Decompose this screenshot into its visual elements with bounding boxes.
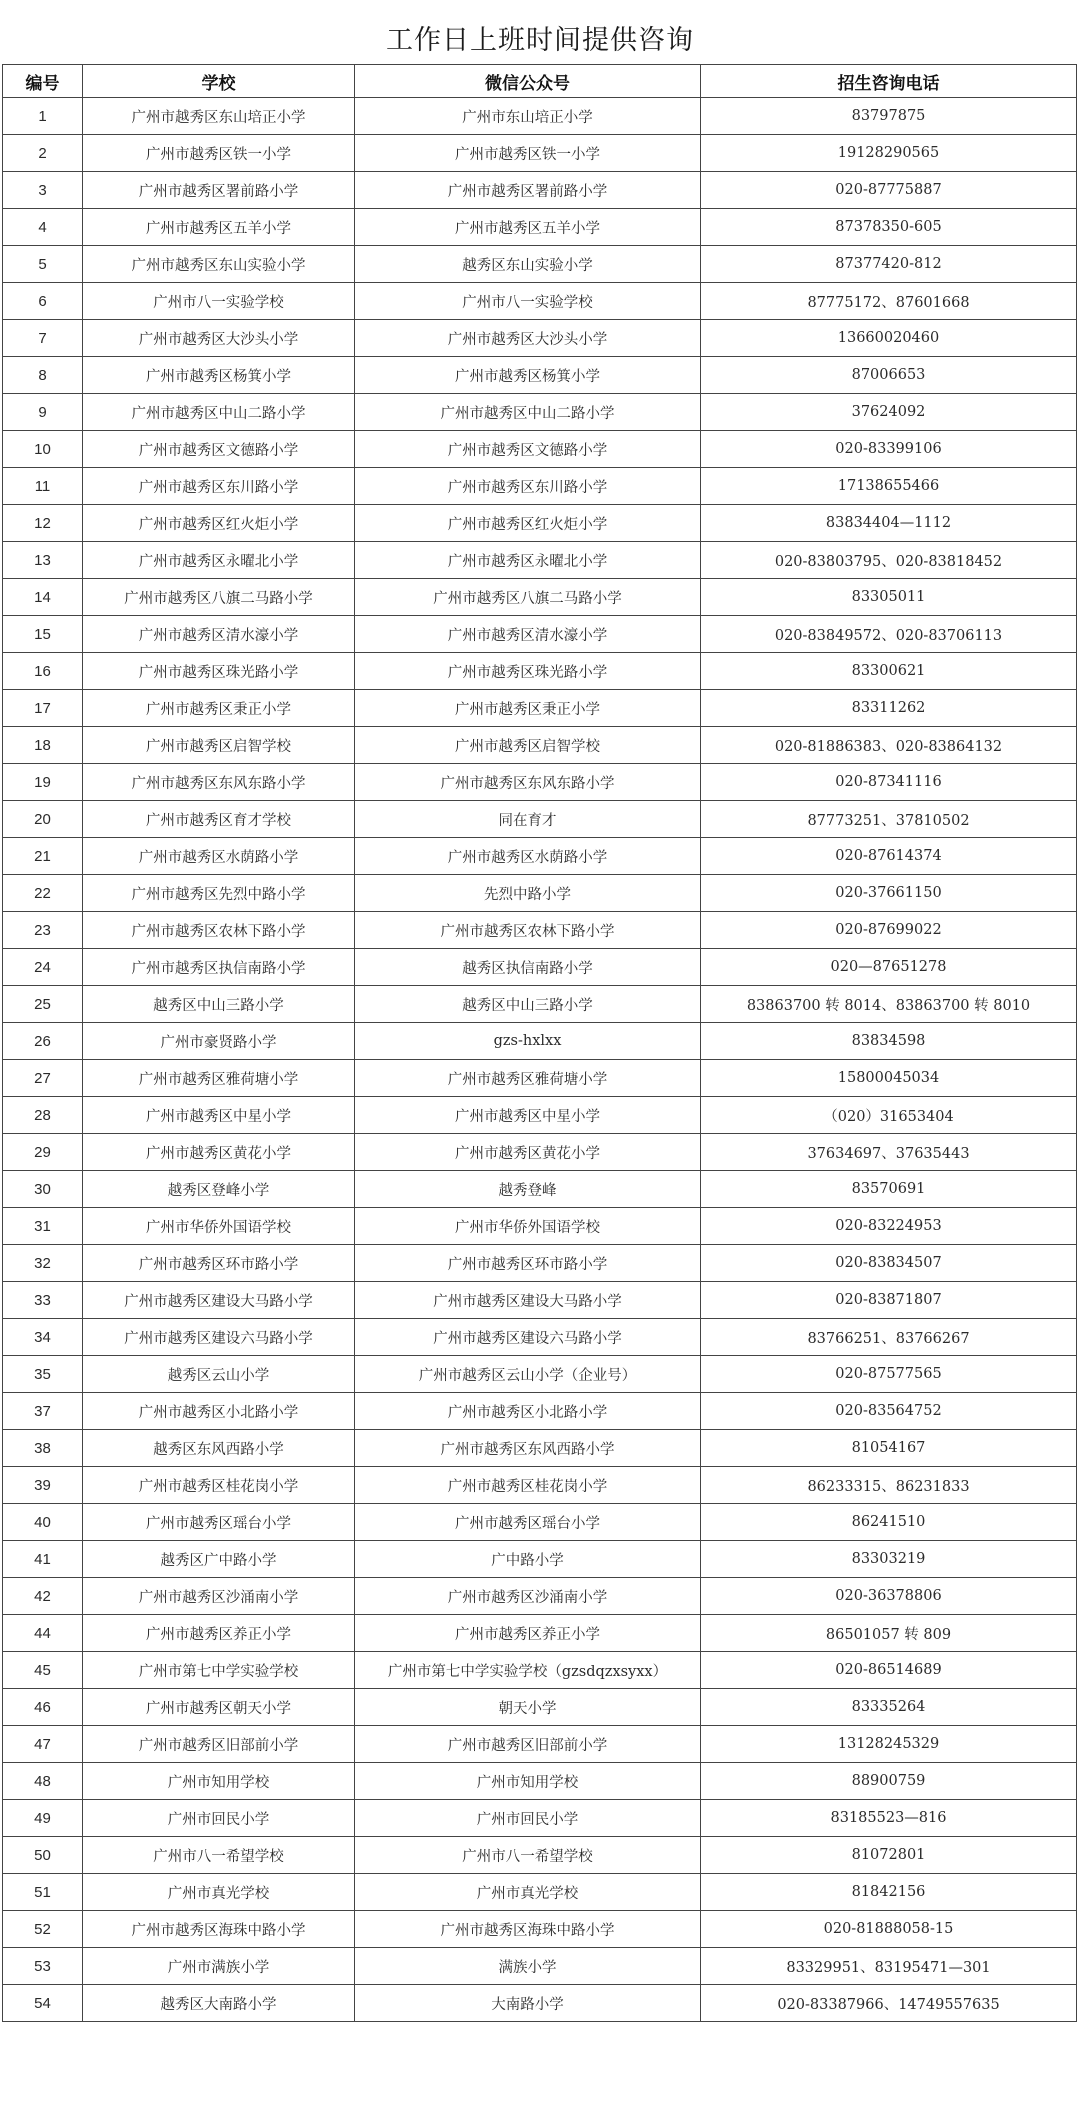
row-phone: 81054167 (701, 1430, 1077, 1467)
row-school: 广州市越秀区黄花小学 (83, 1134, 355, 1171)
row-school: 广州市越秀区永曜北小学 (83, 542, 355, 579)
row-number: 50 (3, 1837, 83, 1874)
table-header-row (3, 65, 1077, 98)
table-row (3, 801, 1077, 838)
row-number: 20 (3, 801, 83, 838)
row-phone: 83570691 (701, 1171, 1077, 1208)
row-phone: 17138655466 (701, 468, 1077, 505)
table-row (3, 1948, 1077, 1985)
row-wechat: 广州市越秀区中山二路小学 (355, 394, 701, 431)
row-number: 30 (3, 1171, 83, 1208)
table-row (3, 505, 1077, 542)
row-number: 42 (3, 1578, 83, 1615)
row-number: 8 (3, 357, 83, 394)
row-school: 广州市越秀区育才学校 (83, 801, 355, 838)
row-school: 广州市越秀区朝天小学 (83, 1689, 355, 1726)
table-row (3, 1282, 1077, 1319)
row-school: 越秀区东风西路小学 (83, 1430, 355, 1467)
row-school: 广州市越秀区雅荷塘小学 (83, 1060, 355, 1097)
row-school: 广州市回民小学 (83, 1800, 355, 1837)
table-row (3, 1652, 1077, 1689)
row-school: 广州市越秀区杨箕小学 (83, 357, 355, 394)
row-school: 广州市越秀区珠光路小学 (83, 653, 355, 690)
school-contact-table (2, 64, 1077, 2022)
row-wechat: 广州市八一希望学校 (355, 1837, 701, 1874)
row-wechat: 越秀区执信南路小学 (355, 949, 701, 986)
row-wechat: 广州市越秀区海珠中路小学 (355, 1911, 701, 1948)
row-number: 17 (3, 690, 83, 727)
row-number: 15 (3, 616, 83, 653)
row-number: 22 (3, 875, 83, 912)
row-school: 广州市越秀区执信南路小学 (83, 949, 355, 986)
row-phone: 83303219 (701, 1541, 1077, 1578)
row-number: 33 (3, 1282, 83, 1319)
row-school: 广州市越秀区水荫路小学 (83, 838, 355, 875)
row-wechat: 广州市越秀区建设大马路小学 (355, 1282, 701, 1319)
row-school: 广州市越秀区东山培正小学 (83, 98, 355, 135)
row-wechat: 大南路小学 (355, 1985, 701, 2022)
table-row (3, 172, 1077, 209)
table-row (3, 1541, 1077, 1578)
row-number: 40 (3, 1504, 83, 1541)
row-phone: 020-87699022 (701, 912, 1077, 949)
row-phone: 020-81888058-15 (701, 1911, 1077, 1948)
row-number: 21 (3, 838, 83, 875)
row-wechat: 广州市越秀区珠光路小学 (355, 653, 701, 690)
row-phone: 83329951、83195471—301 (701, 1948, 1077, 1985)
row-phone: 83185523—816 (701, 1800, 1077, 1837)
row-phone: 020-37661150 (701, 875, 1077, 912)
row-phone: 87773251、37810502 (701, 801, 1077, 838)
table-row (3, 1245, 1077, 1282)
row-school: 广州市越秀区东山实验小学 (83, 246, 355, 283)
table-row (3, 1393, 1077, 1430)
row-wechat: 广州市越秀区永曜北小学 (355, 542, 701, 579)
row-phone: 83766251、83766267 (701, 1319, 1077, 1356)
row-number: 51 (3, 1874, 83, 1911)
row-wechat: 越秀区中山三路小学 (355, 986, 701, 1023)
row-school: 广州市第七中学实验学校 (83, 1652, 355, 1689)
row-wechat: 广州市华侨外国语学校 (355, 1208, 701, 1245)
row-number: 18 (3, 727, 83, 764)
table-row (3, 579, 1077, 616)
row-number: 2 (3, 135, 83, 172)
row-number: 47 (3, 1726, 83, 1763)
row-school: 越秀区登峰小学 (83, 1171, 355, 1208)
row-phone: 020—87651278 (701, 949, 1077, 986)
row-school: 广州市越秀区文德路小学 (83, 431, 355, 468)
table-row (3, 394, 1077, 431)
row-wechat: 广州市越秀区沙涌南小学 (355, 1578, 701, 1615)
table-row (3, 1615, 1077, 1652)
table-row (3, 1134, 1077, 1171)
row-wechat: 广州市越秀区黄花小学 (355, 1134, 701, 1171)
row-wechat: 广州市回民小学 (355, 1800, 701, 1837)
row-phone: 83863700 转 8014、83863700 转 8010 (701, 986, 1077, 1023)
row-wechat: 广州市越秀区铁一小学 (355, 135, 701, 172)
row-school: 越秀区中山三路小学 (83, 986, 355, 1023)
table-row (3, 727, 1077, 764)
row-number: 14 (3, 579, 83, 616)
row-wechat: 广州市知用学校 (355, 1763, 701, 1800)
row-phone: 83300621 (701, 653, 1077, 690)
row-wechat: 广州市越秀区红火炬小学 (355, 505, 701, 542)
row-phone: 020-87614374 (701, 838, 1077, 875)
row-phone: 83834598 (701, 1023, 1077, 1060)
row-school: 广州市越秀区海珠中路小学 (83, 1911, 355, 1948)
row-phone: 13660020460 (701, 320, 1077, 357)
row-wechat: 广州市越秀区小北路小学 (355, 1393, 701, 1430)
row-wechat: 朝天小学 (355, 1689, 701, 1726)
row-wechat: 广州市越秀区旧部前小学 (355, 1726, 701, 1763)
row-number: 49 (3, 1800, 83, 1837)
row-school: 广州市知用学校 (83, 1763, 355, 1800)
row-number: 29 (3, 1134, 83, 1171)
table-row (3, 320, 1077, 357)
row-phone: 86501057 转 809 (701, 1615, 1077, 1652)
row-phone: 020-87341116 (701, 764, 1077, 801)
table-row (3, 1504, 1077, 1541)
row-number: 13 (3, 542, 83, 579)
table-row (3, 838, 1077, 875)
row-school: 广州市越秀区农林下路小学 (83, 912, 355, 949)
row-number: 48 (3, 1763, 83, 1800)
row-school: 广州市越秀区中星小学 (83, 1097, 355, 1134)
row-phone: 020-36378806 (701, 1578, 1077, 1615)
row-wechat: 广州市八一实验学校 (355, 283, 701, 320)
row-phone: 83797875 (701, 98, 1077, 135)
row-phone: 020-83849572、020-83706113 (701, 616, 1077, 653)
row-wechat: 先烈中路小学 (355, 875, 701, 912)
row-phone: 13128245329 (701, 1726, 1077, 1763)
row-school: 广州市越秀区铁一小学 (83, 135, 355, 172)
row-number: 39 (3, 1467, 83, 1504)
row-wechat: 广州市越秀区东风西路小学 (355, 1430, 701, 1467)
row-number: 11 (3, 468, 83, 505)
header-number: 编号 (3, 65, 83, 98)
table-row (3, 283, 1077, 320)
row-school: 广州市越秀区清水濠小学 (83, 616, 355, 653)
table-row (3, 1467, 1077, 1504)
row-school: 广州市越秀区建设大马路小学 (83, 1282, 355, 1319)
table-row (3, 875, 1077, 912)
row-wechat: 广州市越秀区大沙头小学 (355, 320, 701, 357)
row-phone: 020-87577565 (701, 1356, 1077, 1393)
table-row (3, 616, 1077, 653)
table-row (3, 764, 1077, 801)
row-phone: 86241510 (701, 1504, 1077, 1541)
row-phone: 81842156 (701, 1874, 1077, 1911)
row-wechat: 广州市越秀区文德路小学 (355, 431, 701, 468)
row-phone: 19128290565 (701, 135, 1077, 172)
row-school: 广州市越秀区中山二路小学 (83, 394, 355, 431)
row-wechat: 同在育才 (355, 801, 701, 838)
row-school: 广州市华侨外国语学校 (83, 1208, 355, 1245)
row-school: 广州市越秀区瑶台小学 (83, 1504, 355, 1541)
row-number: 12 (3, 505, 83, 542)
table-row (3, 1356, 1077, 1393)
row-phone: 020-83834507 (701, 1245, 1077, 1282)
table-row (3, 542, 1077, 579)
row-phone: 87775172、87601668 (701, 283, 1077, 320)
row-wechat: 广州市第七中学实验学校（gzsdqzxsyxx） (355, 1652, 701, 1689)
header-school: 学校 (83, 65, 355, 98)
table-row (3, 653, 1077, 690)
row-school: 广州市越秀区五羊小学 (83, 209, 355, 246)
row-school: 广州市越秀区环市路小学 (83, 1245, 355, 1282)
row-number: 26 (3, 1023, 83, 1060)
row-number: 52 (3, 1911, 83, 1948)
row-phone: 88900759 (701, 1763, 1077, 1800)
row-school: 广州市越秀区养正小学 (83, 1615, 355, 1652)
table-row (3, 357, 1077, 394)
row-school: 广州市越秀区旧部前小学 (83, 1726, 355, 1763)
table-row (3, 1430, 1077, 1467)
row-number: 16 (3, 653, 83, 690)
row-wechat: 广州市越秀区清水濠小学 (355, 616, 701, 653)
row-wechat: 广州市越秀区秉正小学 (355, 690, 701, 727)
table-row (3, 1874, 1077, 1911)
row-number: 4 (3, 209, 83, 246)
row-wechat: 广州市东山培正小学 (355, 98, 701, 135)
row-wechat: 广州市越秀区建设六马路小学 (355, 1319, 701, 1356)
row-phone: 81072801 (701, 1837, 1077, 1874)
row-wechat: 广州市越秀区杨箕小学 (355, 357, 701, 394)
row-school: 广州市越秀区先烈中路小学 (83, 875, 355, 912)
row-number: 45 (3, 1652, 83, 1689)
row-wechat: 广州市越秀区东川路小学 (355, 468, 701, 505)
row-phone: 020-83564752 (701, 1393, 1077, 1430)
row-number: 53 (3, 1948, 83, 1985)
table-row (3, 209, 1077, 246)
row-number: 1 (3, 98, 83, 135)
row-school: 广州市豪贤路小学 (83, 1023, 355, 1060)
row-wechat: gzs-hxlxx (355, 1023, 701, 1060)
table-row (3, 1023, 1077, 1060)
table-row (3, 431, 1077, 468)
table-row (3, 468, 1077, 505)
row-school: 广州市八一希望学校 (83, 1837, 355, 1874)
table-row (3, 1319, 1077, 1356)
row-school: 广州市满族小学 (83, 1948, 355, 1985)
row-wechat: 广州市越秀区五羊小学 (355, 209, 701, 246)
table-row (3, 1689, 1077, 1726)
row-wechat: 满族小学 (355, 1948, 701, 1985)
row-wechat: 广州市真光学校 (355, 1874, 701, 1911)
row-number: 31 (3, 1208, 83, 1245)
row-phone: 37624092 (701, 394, 1077, 431)
table-row (3, 1985, 1077, 2022)
row-number: 3 (3, 172, 83, 209)
table-row (3, 1911, 1077, 1948)
row-school: 广州市越秀区八旗二马路小学 (83, 579, 355, 616)
row-wechat: 广州市越秀区环市路小学 (355, 1245, 701, 1282)
header-phone: 招生咨询电话 (701, 65, 1077, 98)
row-wechat: 越秀区东山实验小学 (355, 246, 701, 283)
row-phone: （020）31653404 (701, 1097, 1077, 1134)
row-school: 广州市越秀区桂花岗小学 (83, 1467, 355, 1504)
row-number: 23 (3, 912, 83, 949)
table-row (3, 949, 1077, 986)
row-number: 32 (3, 1245, 83, 1282)
row-phone: 020-86514689 (701, 1652, 1077, 1689)
table-row (3, 1060, 1077, 1097)
row-wechat: 广州市越秀区启智学校 (355, 727, 701, 764)
table-row (3, 986, 1077, 1023)
row-wechat: 广州市越秀区东风东路小学 (355, 764, 701, 801)
row-school: 广州市真光学校 (83, 1874, 355, 1911)
row-wechat: 广州市越秀区桂花岗小学 (355, 1467, 701, 1504)
table-row (3, 1763, 1077, 1800)
row-number: 54 (3, 1985, 83, 2022)
row-number: 10 (3, 431, 83, 468)
row-school: 广州市越秀区沙涌南小学 (83, 1578, 355, 1615)
row-number: 34 (3, 1319, 83, 1356)
row-phone: 87006653 (701, 357, 1077, 394)
row-wechat: 越秀登峰 (355, 1171, 701, 1208)
row-school: 越秀区大南路小学 (83, 1985, 355, 2022)
row-number: 6 (3, 283, 83, 320)
row-number: 28 (3, 1097, 83, 1134)
table-row (3, 246, 1077, 283)
header-wechat: 微信公众号 (355, 65, 701, 98)
row-wechat: 广州市越秀区署前路小学 (355, 172, 701, 209)
row-phone: 020-83871807 (701, 1282, 1077, 1319)
row-school: 广州市越秀区署前路小学 (83, 172, 355, 209)
table-row (3, 1837, 1077, 1874)
table-row (3, 1208, 1077, 1245)
table-row (3, 1726, 1077, 1763)
row-school: 广州市越秀区大沙头小学 (83, 320, 355, 357)
row-number: 38 (3, 1430, 83, 1467)
row-school: 越秀区广中路小学 (83, 1541, 355, 1578)
row-wechat: 广州市越秀区瑶台小学 (355, 1504, 701, 1541)
table-row (3, 1578, 1077, 1615)
table-row (3, 912, 1077, 949)
table-row (3, 98, 1077, 135)
row-wechat: 广州市越秀区雅荷塘小学 (355, 1060, 701, 1097)
table-row (3, 1097, 1077, 1134)
row-number: 41 (3, 1541, 83, 1578)
row-number: 24 (3, 949, 83, 986)
row-wechat: 广州市越秀区云山小学（企业号） (355, 1356, 701, 1393)
table-row (3, 135, 1077, 172)
row-phone: 020-87775887 (701, 172, 1077, 209)
row-wechat: 广州市越秀区农林下路小学 (355, 912, 701, 949)
row-phone: 020-83399106 (701, 431, 1077, 468)
row-phone: 83335264 (701, 1689, 1077, 1726)
row-school: 广州市越秀区小北路小学 (83, 1393, 355, 1430)
row-phone: 020-83387966、14749557635 (701, 1985, 1077, 2022)
row-number: 46 (3, 1689, 83, 1726)
row-phone: 83834404—1112 (701, 505, 1077, 542)
row-school: 广州市越秀区东风东路小学 (83, 764, 355, 801)
row-phone: 020-81886383、020-83864132 (701, 727, 1077, 764)
row-wechat: 广州市越秀区八旗二马路小学 (355, 579, 701, 616)
row-wechat: 广州市越秀区中星小学 (355, 1097, 701, 1134)
row-number: 27 (3, 1060, 83, 1097)
table-row (3, 1171, 1077, 1208)
row-number: 9 (3, 394, 83, 431)
row-number: 37 (3, 1393, 83, 1430)
page-title: 工作日上班时间提供咨询 (386, 25, 694, 56)
row-number: 35 (3, 1356, 83, 1393)
row-school: 广州市八一实验学校 (83, 283, 355, 320)
row-school: 广州市越秀区红火炬小学 (83, 505, 355, 542)
row-number: 25 (3, 986, 83, 1023)
row-phone: 37634697、37635443 (701, 1134, 1077, 1171)
row-number: 19 (3, 764, 83, 801)
row-phone: 83305011 (701, 579, 1077, 616)
row-number: 44 (3, 1615, 83, 1652)
row-phone: 87377420-812 (701, 246, 1077, 283)
row-school: 越秀区云山小学 (83, 1356, 355, 1393)
table-row (3, 1800, 1077, 1837)
row-school: 广州市越秀区启智学校 (83, 727, 355, 764)
table-row (3, 690, 1077, 727)
row-phone: 020-83224953 (701, 1208, 1077, 1245)
row-wechat: 广中路小学 (355, 1541, 701, 1578)
row-phone: 87378350-605 (701, 209, 1077, 246)
row-school: 广州市越秀区东川路小学 (83, 468, 355, 505)
row-school: 广州市越秀区秉正小学 (83, 690, 355, 727)
table-body (3, 98, 1077, 2022)
row-phone: 15800045034 (701, 1060, 1077, 1097)
row-wechat: 广州市越秀区养正小学 (355, 1615, 701, 1652)
row-school: 广州市越秀区建设六马路小学 (83, 1319, 355, 1356)
row-phone: 83311262 (701, 690, 1077, 727)
row-number: 5 (3, 246, 83, 283)
row-wechat: 广州市越秀区水荫路小学 (355, 838, 701, 875)
row-phone: 86233315、86231833 (701, 1467, 1077, 1504)
row-phone: 020-83803795、020-83818452 (701, 542, 1077, 579)
row-number: 7 (3, 320, 83, 357)
